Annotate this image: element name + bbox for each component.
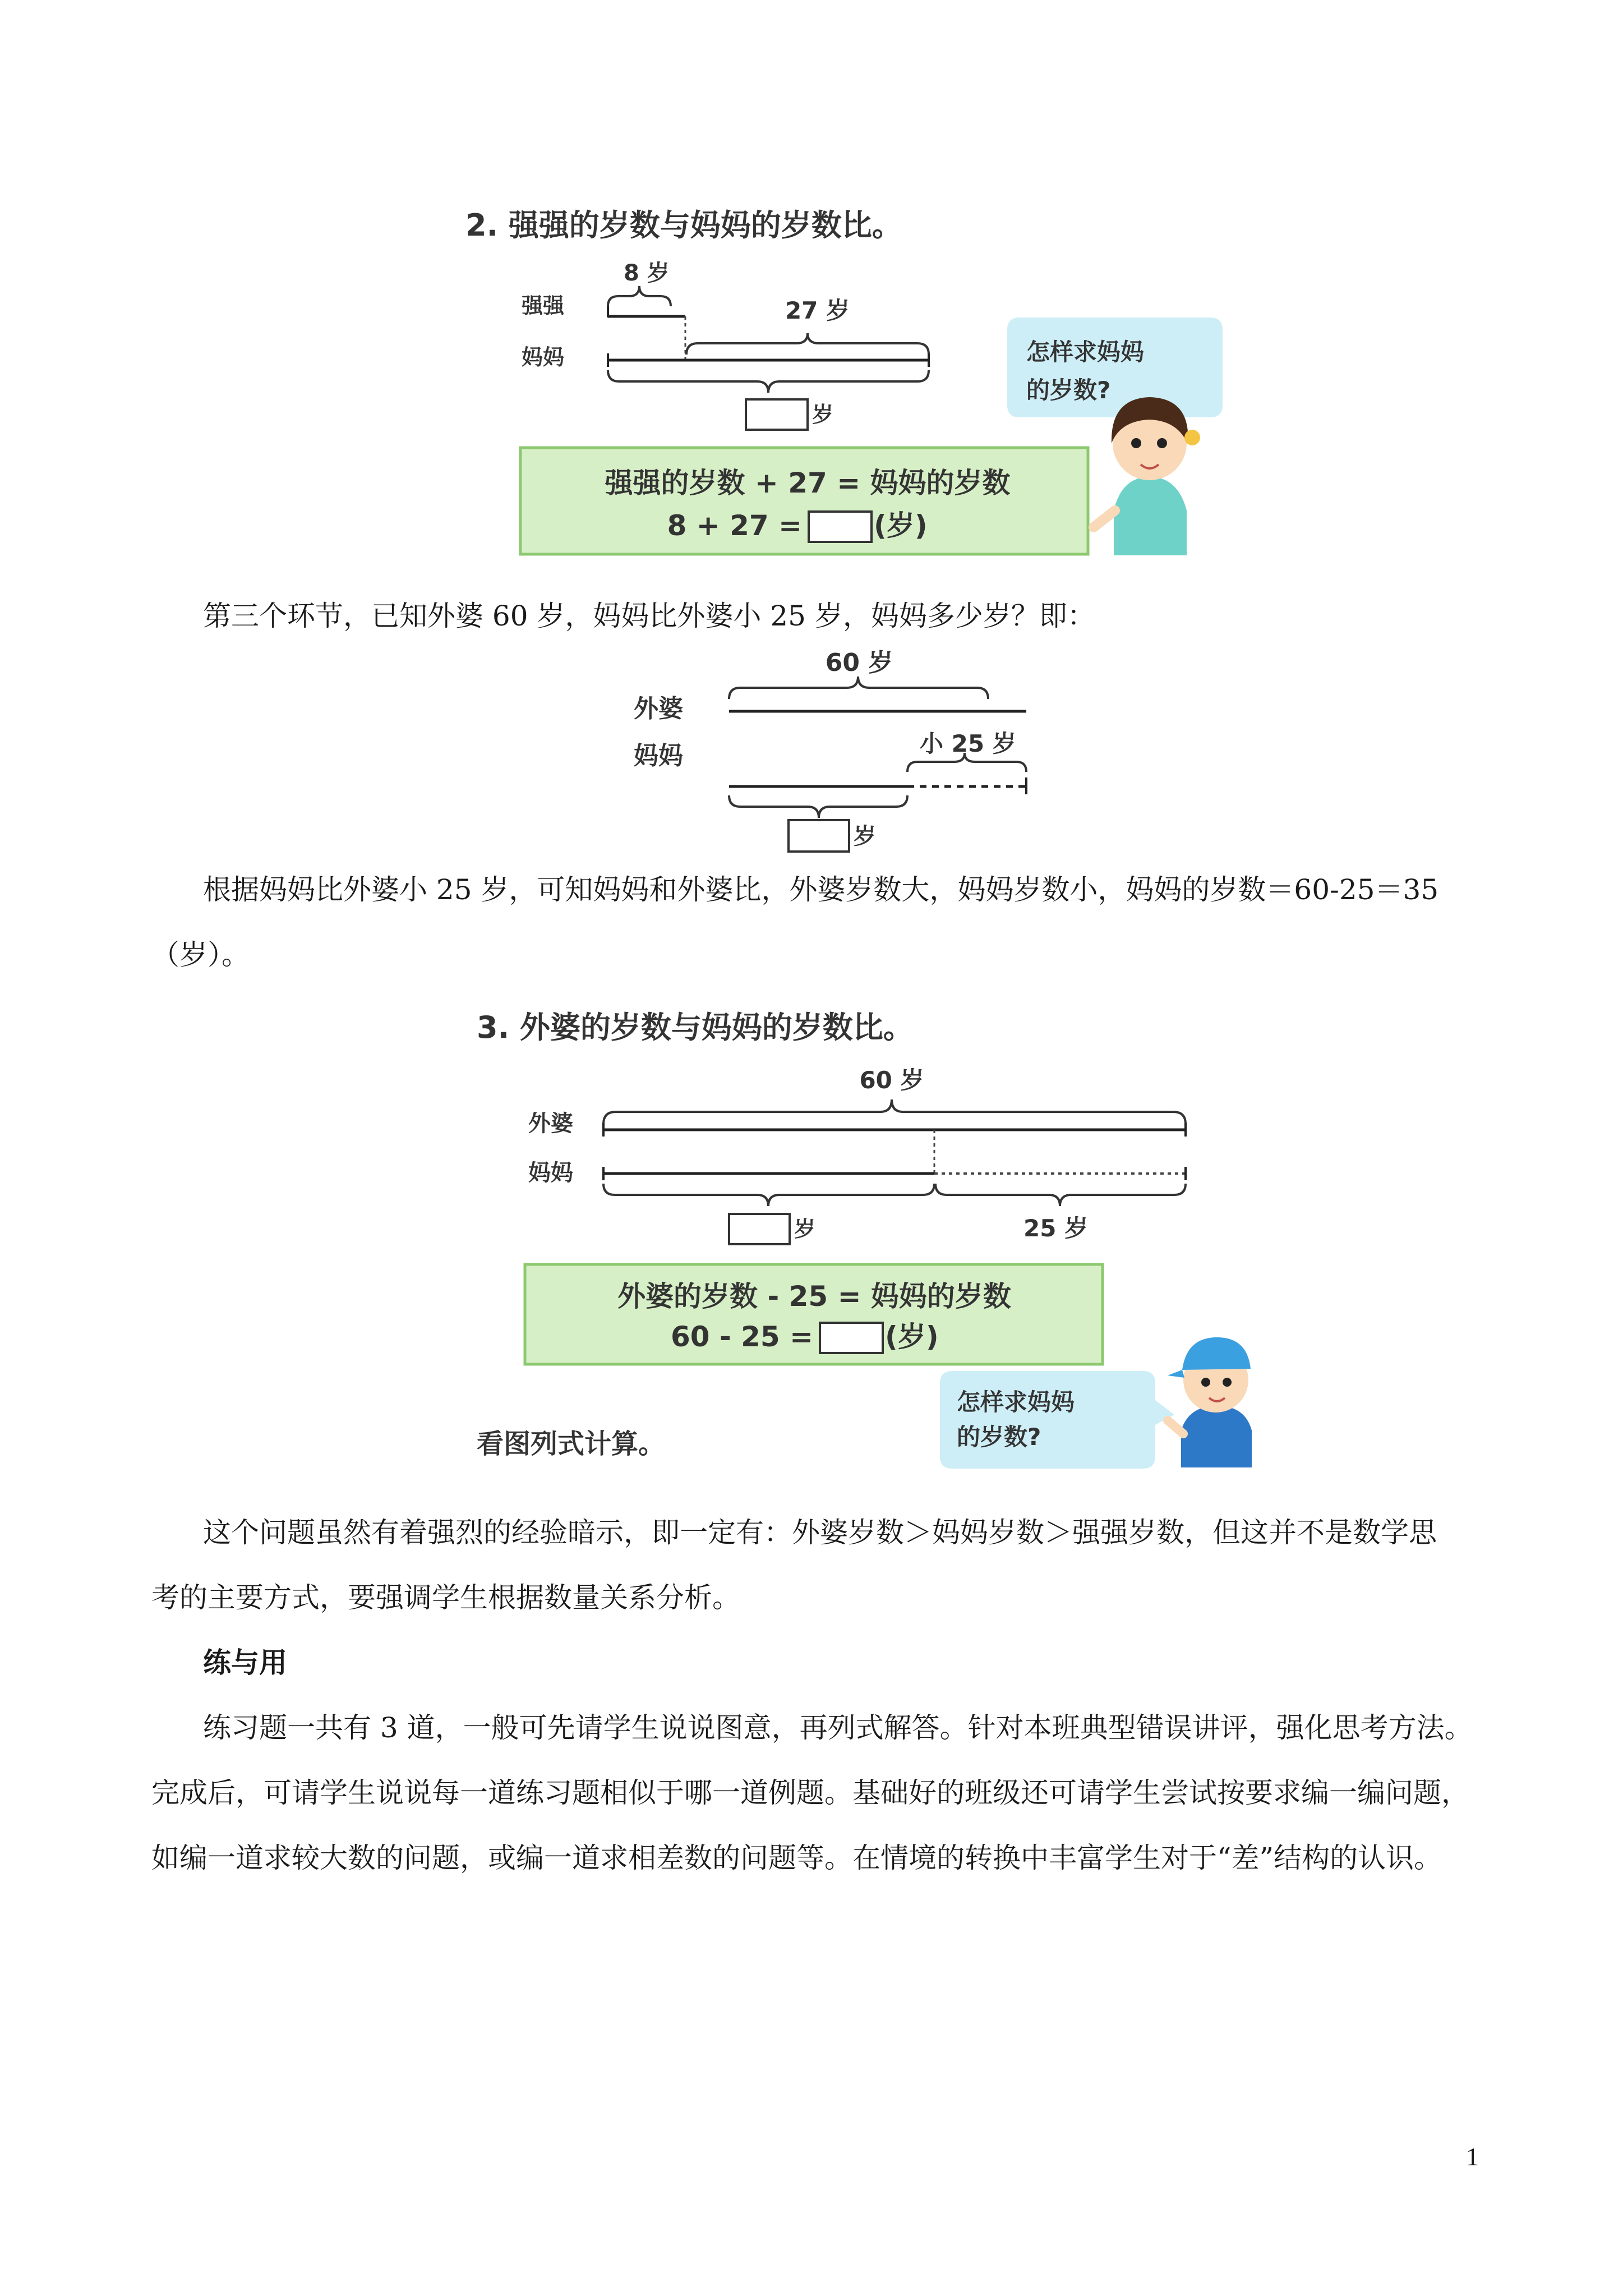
mid-label-small25: 小 25 岁 [920, 730, 1016, 757]
bubble-line-1: 怎样求妈妈 [1026, 338, 1145, 366]
mid-label-waipo: 外婆 [634, 694, 683, 723]
formula-answer-box [809, 512, 872, 542]
mid-label-mama: 妈妈 [634, 742, 683, 770]
figure-2 [449, 196, 1245, 572]
formula-line-2-left: 8 + 27 = [667, 509, 802, 542]
paragraph-2-line-1: 根据妈妈比外婆小 25 岁，可知妈妈和外婆比，外婆岁数大，妈妈岁数小，妈妈的岁数＝60-25＝35 [203, 873, 1439, 906]
label-27-years: 27 岁 [785, 297, 850, 324]
paragraph-2-line-2: （岁）。 [151, 938, 250, 971]
figure3-title: 3. 外婆的岁数与妈妈的岁数比。 [477, 1010, 914, 1045]
fig3-formula-line-2-left: 60 - 25 = [670, 1320, 813, 1353]
fig3-label-25: 25 岁 [1023, 1214, 1089, 1242]
label-mama: 妈妈 [522, 345, 565, 370]
fig3-answer-box [729, 1214, 790, 1244]
paragraph-4-line-1: 练习题一共有 3 道，一般可先请学生说说图意，再列式解答。针对本班典型错误讲评，强化思考方法。 [203, 1711, 1473, 1744]
girl-illustration [1094, 397, 1200, 555]
figure-3 [460, 999, 1256, 1487]
bubble-line-2: 的岁数? [1026, 376, 1111, 404]
boy-illustration [1168, 1337, 1252, 1467]
fig3-answer-unit: 岁 [794, 1217, 816, 1241]
mid-label-60: 60 岁 [825, 648, 893, 677]
mid-answer-box [789, 820, 849, 852]
section-heading: 练与用 [203, 1646, 287, 1679]
fig3-formula-answer-box [820, 1323, 883, 1353]
figure-mid [617, 639, 1054, 864]
paragraph-4-line-2: 完成后，可请学生说说每一道练习题相似于哪一道例题。基础好的班级还可请学生尝试按要求编一编问题， [151, 1777, 1469, 1809]
mid-brace-60 [729, 677, 988, 699]
answer-box-mama [746, 399, 808, 430]
fig3-brace-mama [603, 1184, 934, 1206]
fig3-speech-bubble [940, 1371, 1174, 1469]
mid-brace-mama [729, 795, 907, 818]
fig3-formula-line-2-right: (岁) [885, 1320, 939, 1353]
brace-mama-total [608, 370, 929, 393]
figure2-title: 2. 强强的岁数与妈妈的岁数比。 [465, 208, 902, 243]
fig3-formula-box [525, 1264, 1103, 1364]
fig3-brace-25 [935, 1184, 1186, 1206]
fig3-bubble-line-2: 的岁数? [957, 1423, 1041, 1451]
paragraph-1: 第三个环节，已知外婆 60 岁，妈妈比外婆小 25 岁，妈妈多少岁？即： [203, 600, 1095, 632]
brace-27-years [686, 333, 929, 355]
formula-line-2-right: (岁) [874, 509, 928, 542]
paragraph-3-line-1: 这个问题虽然有着强烈的经验暗示，即一定有：外婆岁数＞妈妈岁数＞强强岁数，但这并不是数学思 [203, 1516, 1437, 1549]
paragraph-4-line-3: 如编一道求较大数的问题，或编一道求相差数的问题等。在情境的转换中丰富学生对于“差”结构的认识。 [151, 1842, 1442, 1874]
page-number: 1 [1466, 2142, 1479, 2171]
formula-box [520, 448, 1088, 554]
label-qiangqiang: 强强 [522, 293, 565, 318]
mid-answer-unit: 岁 [854, 823, 876, 849]
fig3-label-60: 60 岁 [859, 1066, 924, 1094]
answer-box-unit: 岁 [812, 402, 834, 427]
fig3-caption: 看图列式计算。 [477, 1428, 666, 1460]
label-8-years: 8 岁 [624, 260, 670, 286]
fig3-formula-line-1: 外婆的岁数 - 25 = 妈妈的岁数 [617, 1280, 1011, 1313]
brace-8-years [608, 286, 671, 306]
fig3-label-waipo: 外婆 [528, 1111, 573, 1137]
paragraph-3-line-2: 考的主要方式，要强调学生根据数量关系分析。 [151, 1581, 740, 1614]
fig3-label-mama: 妈妈 [528, 1160, 573, 1186]
fig3-brace-60 [603, 1099, 1186, 1124]
fig3-bubble-line-1: 怎样求妈妈 [957, 1388, 1075, 1416]
formula-line-1: 强强的岁数 + 27 = 妈妈的岁数 [605, 467, 1011, 499]
